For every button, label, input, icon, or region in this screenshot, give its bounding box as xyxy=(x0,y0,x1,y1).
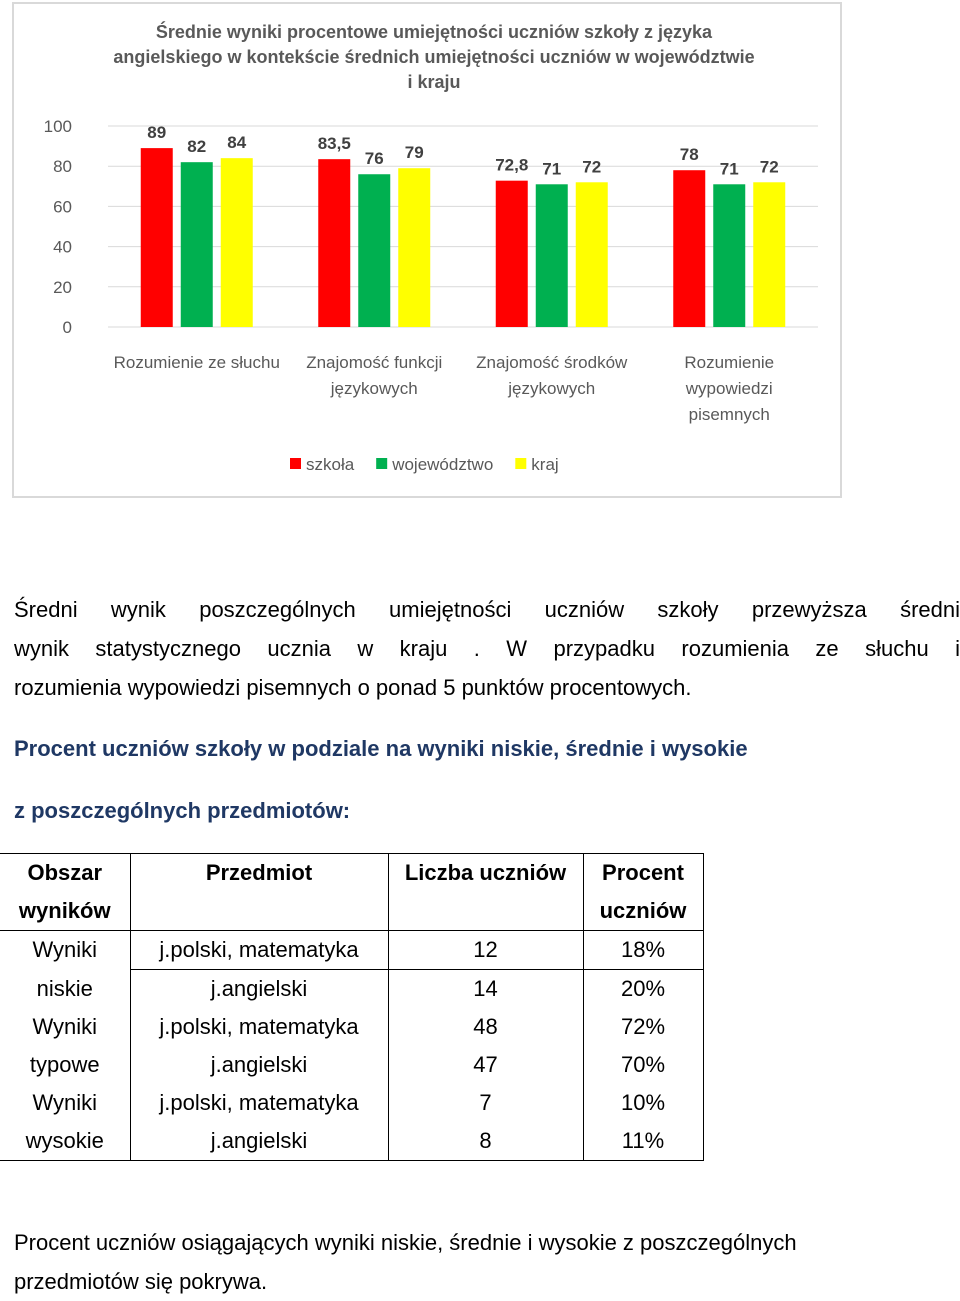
subject-cell: j.polski, matematyka xyxy=(130,1084,388,1122)
group-name: Wyniki xyxy=(0,931,130,970)
table-row xyxy=(0,1122,703,1161)
section-heading: Procent uczniów szkoły w podziale na wyniki niskie, średnie i wysokie xyxy=(14,736,748,761)
legend-label: kraj xyxy=(531,455,559,474)
table-row xyxy=(0,931,703,970)
table-header-row xyxy=(0,854,703,931)
bar xyxy=(673,170,705,327)
bar xyxy=(318,159,350,327)
chart-title-line: i kraju xyxy=(407,72,461,92)
header-percent-line: uczniów xyxy=(599,898,687,923)
legend-label: szkoła xyxy=(306,455,355,474)
count-cell: 47 xyxy=(388,1046,583,1084)
legend-swatch xyxy=(290,458,301,469)
group-name: niskie xyxy=(0,970,130,1009)
y-tick-label: 100 xyxy=(43,117,72,136)
table-row xyxy=(0,1084,703,1122)
y-tick-label: 80 xyxy=(53,157,72,177)
paragraph-line: przedmiotów się pokrywa. xyxy=(14,1269,268,1294)
y-tick-label: 40 xyxy=(53,237,72,257)
subject-cell: j.polski, matematyka xyxy=(130,931,388,970)
legend-swatch xyxy=(515,458,526,469)
percent-cell: 11% xyxy=(583,1122,703,1161)
data-label: 82 xyxy=(187,137,207,157)
percent-cell: 70% xyxy=(583,1046,703,1084)
header-subject: Przedmiot xyxy=(130,854,388,931)
percent-cell: 10% xyxy=(583,1084,703,1122)
data-label: 72 xyxy=(759,157,779,177)
x-tick-label: Rozumienie ze słuchu xyxy=(113,353,280,372)
header-count: Liczba uczniów xyxy=(388,854,583,931)
x-tick-label: językowych xyxy=(508,379,596,398)
data-label: 89 xyxy=(147,123,167,143)
count-cell: 8 xyxy=(388,1122,583,1161)
table-row xyxy=(0,1046,703,1084)
section-heading: z poszczególnych przedmiotów: xyxy=(14,798,351,823)
count-cell: 48 xyxy=(388,1008,583,1046)
data-label: 76 xyxy=(364,149,384,169)
x-tick-label: pisemnych xyxy=(688,405,770,424)
header-percent xyxy=(583,854,703,931)
group-name: Wyniki xyxy=(0,1084,130,1122)
x-tick-label: wypowiedzi xyxy=(685,379,773,398)
x-tick-label: Znajomość środków xyxy=(476,353,628,372)
paragraph-line: wynik statystycznego ucznia w kraju . W przypadku rozumienia ze słuchu i xyxy=(14,636,960,661)
bar xyxy=(496,181,528,327)
count-cell: 7 xyxy=(388,1084,583,1122)
y-tick-label: 60 xyxy=(53,197,72,217)
bar xyxy=(576,182,608,327)
count-cell: 14 xyxy=(388,970,583,1009)
data-label: 84 xyxy=(227,133,247,153)
subject-cell: j.angielski xyxy=(130,1046,388,1084)
bar xyxy=(398,168,430,327)
header-area xyxy=(0,854,130,931)
subject-cell: j.angielski xyxy=(130,970,388,1009)
bar xyxy=(141,148,173,327)
x-tick-label: językowych xyxy=(330,379,418,398)
bar xyxy=(536,184,568,327)
bar xyxy=(221,158,253,327)
chart-plot xyxy=(14,4,840,496)
paragraph-line: Procent uczniów osiągających wyniki niskie, średnie i wysokie z poszczególnych xyxy=(14,1230,797,1255)
paragraph-line: Średni wynik poszczególnych umiejętności uczniów szkoły przewyższa średni xyxy=(14,597,960,622)
legend-swatch xyxy=(376,458,387,469)
group-name: typowe xyxy=(0,1046,130,1084)
results-table xyxy=(0,853,704,1161)
subject-cell: j.angielski xyxy=(130,1122,388,1161)
data-label: 71 xyxy=(719,159,739,179)
count-cell: 12 xyxy=(388,931,583,970)
header-area-line: wyników xyxy=(18,898,111,923)
y-tick-label: 0 xyxy=(62,318,72,337)
group-name: Wyniki xyxy=(0,1008,130,1046)
bar xyxy=(713,184,745,327)
paragraph-line: rozumienia wypowiedzi pisemnych o ponad 5 punktów procentowych. xyxy=(14,675,692,700)
bar-chart xyxy=(12,2,842,498)
chart-title-line: Średnie wyniki procentowe umiejętności uczniów szkoły z języka xyxy=(155,22,713,42)
table-row xyxy=(0,970,703,1009)
percent-cell: 20% xyxy=(583,970,703,1009)
legend-label: województwo xyxy=(392,455,494,474)
data-label: 83,5 xyxy=(317,134,351,154)
header-area-line: Obszar xyxy=(27,860,103,885)
table-row xyxy=(0,1008,703,1046)
group-name: wysokie xyxy=(0,1122,130,1161)
bar xyxy=(753,182,785,327)
percent-cell: 18% xyxy=(583,931,703,970)
data-label: 72,8 xyxy=(495,155,529,175)
header-percent-line: Procent xyxy=(602,860,684,885)
data-label: 78 xyxy=(679,145,699,165)
bar xyxy=(181,162,213,327)
percent-cell: 72% xyxy=(583,1008,703,1046)
x-tick-label: Znajomość funkcji xyxy=(306,353,443,372)
bar xyxy=(358,174,390,327)
data-label: 79 xyxy=(404,143,424,163)
y-tick-label: 20 xyxy=(53,277,72,297)
subject-cell: j.polski, matematyka xyxy=(130,1008,388,1046)
data-label: 72 xyxy=(582,157,602,177)
x-tick-label: Rozumienie xyxy=(684,353,775,372)
chart-title-line: angielskiego w kontekście średnich umiejętności uczniów w województwie xyxy=(113,47,755,67)
data-label: 71 xyxy=(542,159,562,179)
